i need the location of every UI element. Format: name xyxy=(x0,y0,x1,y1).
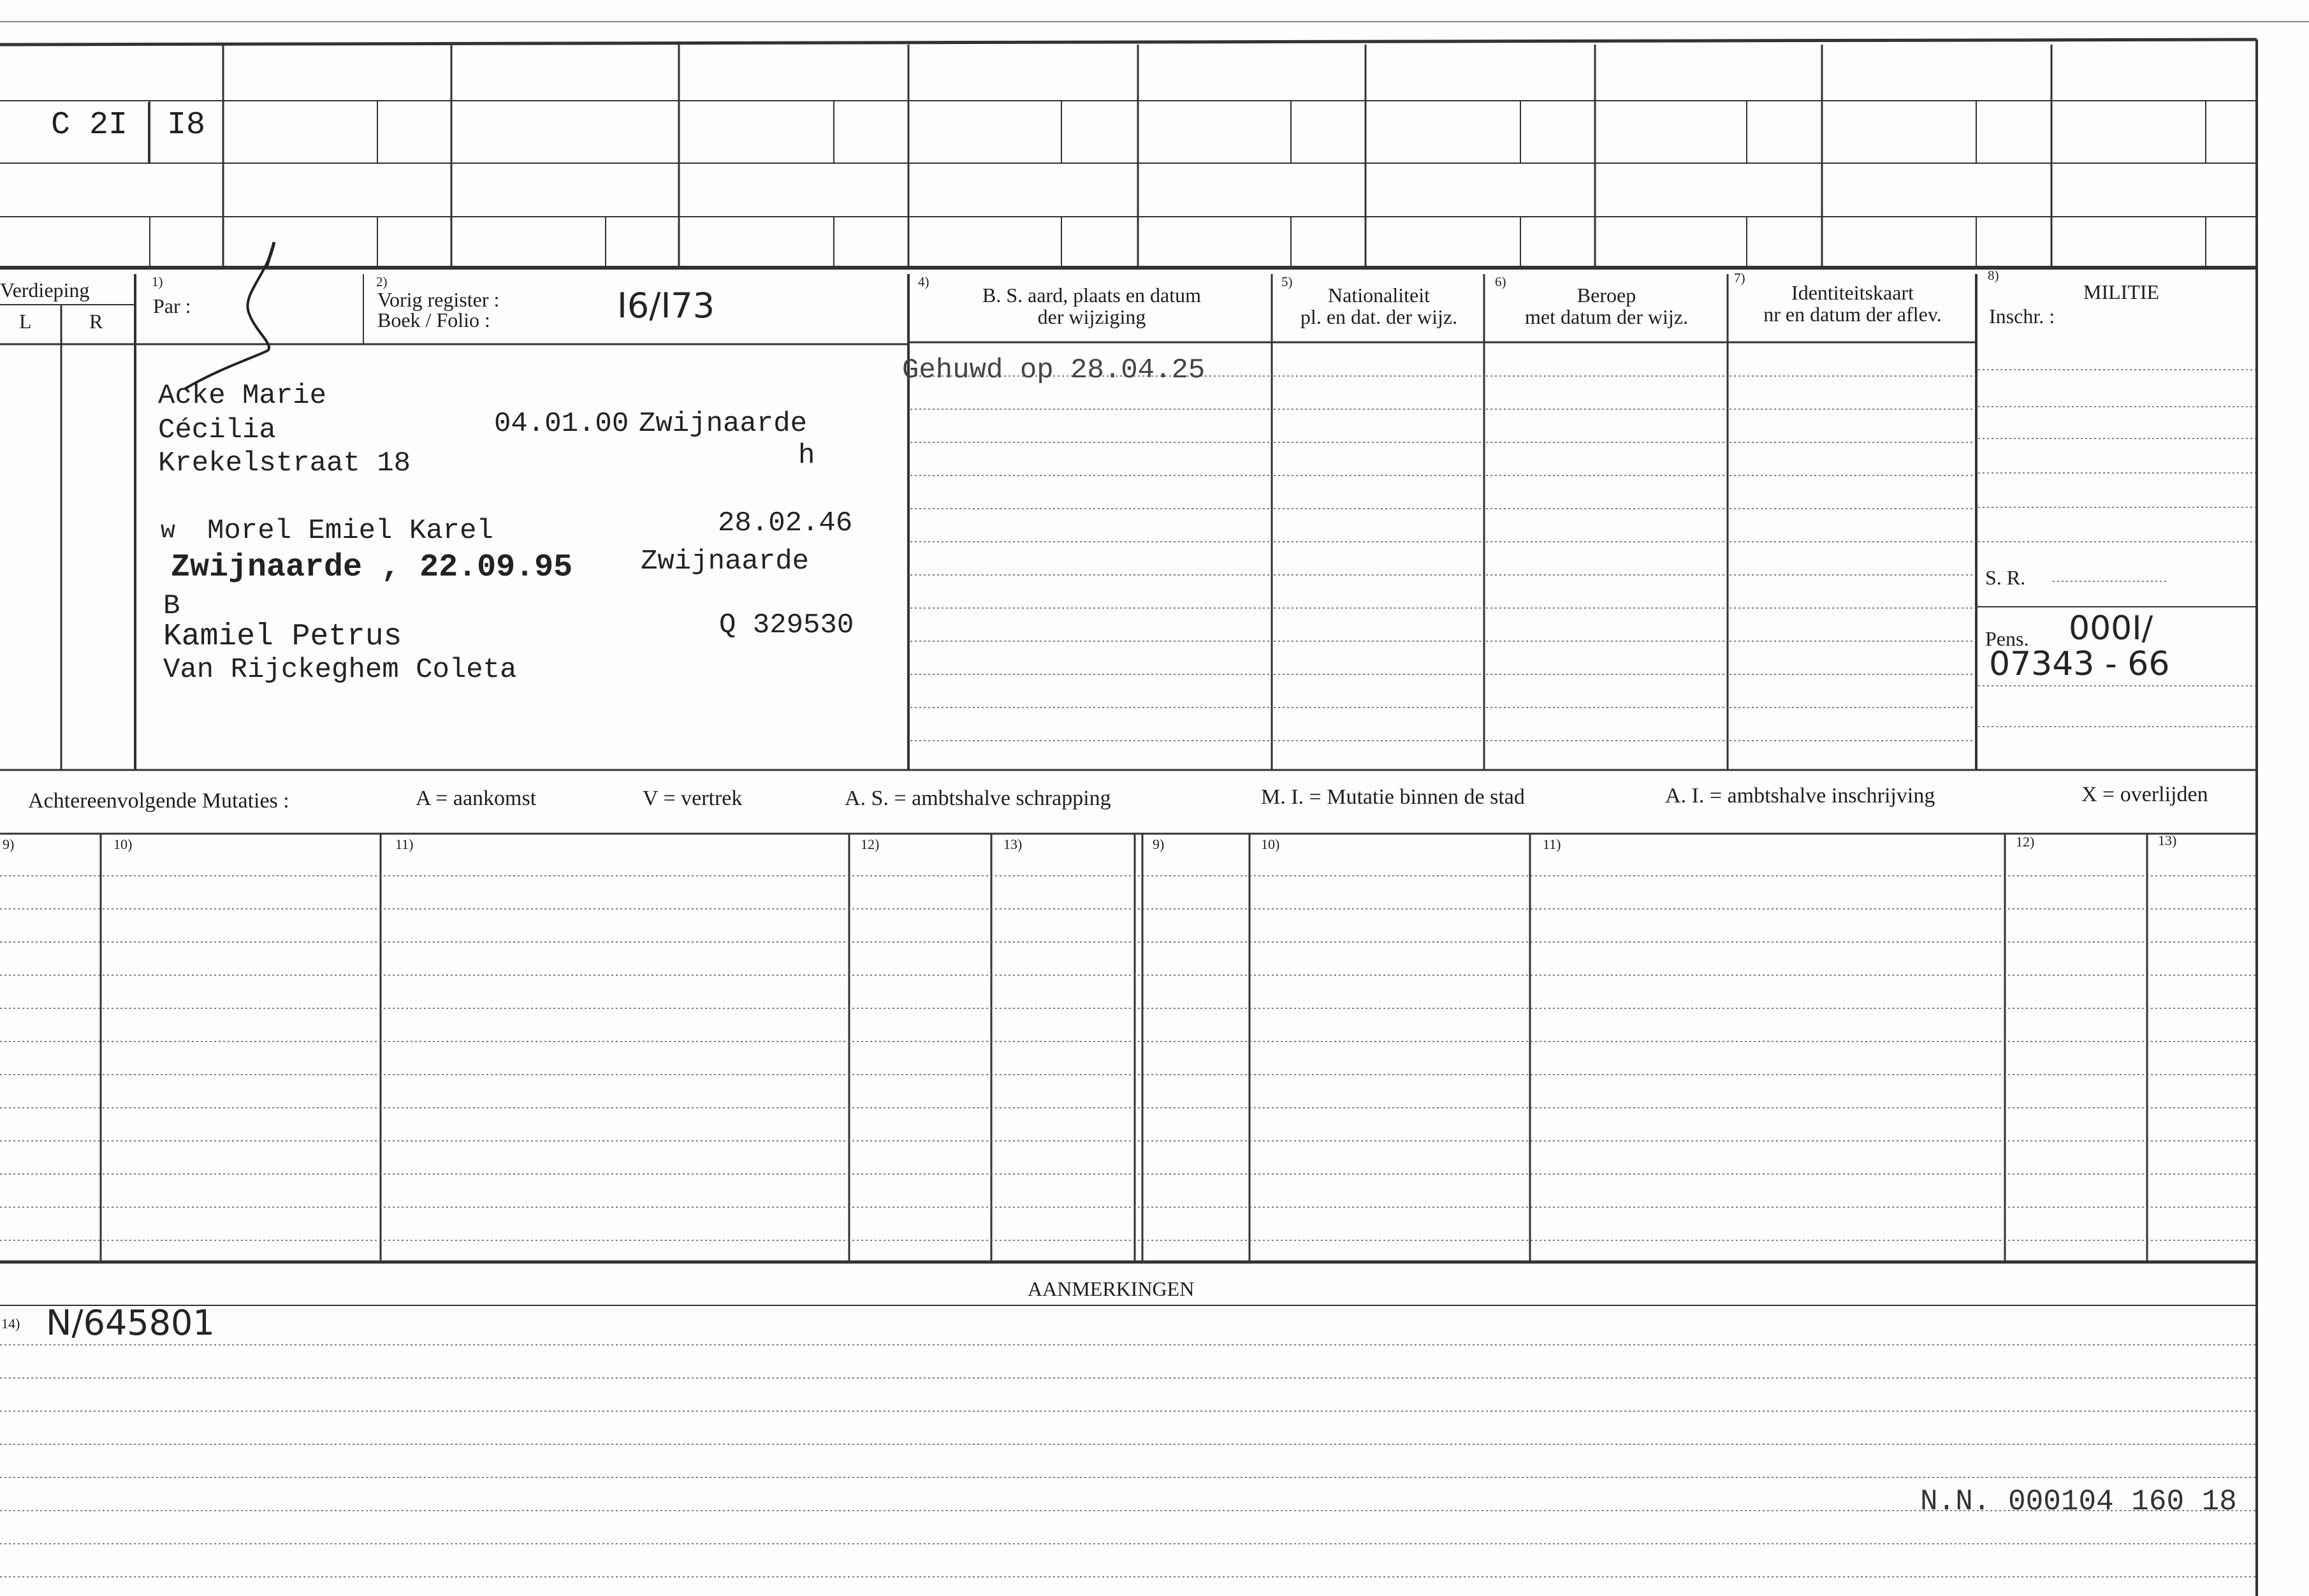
spouse-prefix: w xyxy=(161,518,175,545)
verdieping-l: L xyxy=(19,310,32,333)
field-number-6: 6) xyxy=(1495,274,1506,289)
identiteitskaart-header xyxy=(1729,282,1976,325)
field-number-14: 14) xyxy=(1,1316,20,1331)
aanmerkingen-title: AANMERKINGEN xyxy=(1028,1277,1195,1300)
field-number-4: 4) xyxy=(918,274,929,289)
aanmerkingen-entry: N/645801 xyxy=(46,1303,215,1343)
identiteitskaart-line2: nr en datum der aflev. xyxy=(1763,303,1942,326)
bs-header xyxy=(912,284,1272,328)
spouse-birth: Zwijnaarde , 22.09.95 xyxy=(171,549,573,586)
sr-label: S. R. xyxy=(1985,566,2026,589)
mut-right-10: 10) xyxy=(1261,836,1280,852)
militie-header: MILITIE xyxy=(2083,280,2160,303)
boek-folio-label: Boek / Folio : xyxy=(377,308,490,331)
spouse-place: Zwijnaarde xyxy=(641,546,810,577)
beroep-line2: met datum der wijz. xyxy=(1525,305,1688,328)
mut-left-10: 10) xyxy=(113,836,133,852)
field-number-8: 8) xyxy=(1988,268,1999,283)
verdieping-r: R xyxy=(89,310,103,333)
mutaties-a: A = aankomst xyxy=(416,787,537,810)
mother-name: Van Rijckeghem Coleta xyxy=(163,654,517,686)
beroep-line1: Beroep xyxy=(1577,284,1636,307)
inschr-label: Inschr. : xyxy=(1989,305,2055,328)
field-number-2: 2) xyxy=(376,274,388,289)
nn-number: N.N. 000104 160 18 xyxy=(1920,1485,2237,1518)
mutaties-as: A. S. = ambtshalve schrapping xyxy=(845,787,1111,810)
mutaties-ai: A. I. = ambtshalve inschrijving xyxy=(1665,784,1935,808)
mut-left-9: 9) xyxy=(3,836,15,852)
mut-left-11: 11) xyxy=(395,836,414,852)
pens-value-1: 000I/ xyxy=(2069,609,2153,648)
mut-left-12: 12) xyxy=(861,836,880,852)
mut-right-9: 9) xyxy=(1153,836,1165,852)
verdieping-header: Verdieping xyxy=(0,279,90,301)
code-right: I8 xyxy=(167,107,206,143)
pens-value-2: 07343 - 66 xyxy=(1989,645,2170,683)
person-name-1: Acke Marie xyxy=(158,380,327,412)
beroep-header xyxy=(1485,284,1728,328)
person-street: Krekelstraat 18 xyxy=(158,447,411,479)
bs-header-line2: der wijziging xyxy=(1037,305,1146,328)
mutaties-mi: M. I. = Mutatie binnen de stad xyxy=(1261,785,1525,809)
id-number: Q 329530 xyxy=(719,609,854,641)
mutaties-x: X = overlijden xyxy=(2081,783,2208,806)
person-mark-h: h xyxy=(798,440,815,472)
code-left: C 2I xyxy=(51,107,128,143)
spouse-name: Morel Emiel Karel xyxy=(207,515,493,547)
civil-status-entry: Gehuwd op 28.04.25 xyxy=(902,354,1205,386)
bs-header-line1: B. S. aard, plaats en datum xyxy=(982,284,1202,307)
person-birth-place: Zwijnaarde xyxy=(639,408,808,440)
person-birth-date: 04.01.00 xyxy=(494,408,629,440)
nationaliteit-line2: pl. en dat. der wijz. xyxy=(1300,305,1458,328)
mutaties-v: V = vertrek xyxy=(643,787,743,810)
father-name: Kamiel Petrus xyxy=(163,620,402,654)
person-name-2: Cécilia xyxy=(158,414,276,446)
spouse-date: 28.02.46 xyxy=(718,507,853,539)
field-number-7: 7) xyxy=(1734,270,1745,286)
mutaties-title: Achtereenvolgende Mutaties : xyxy=(28,789,289,813)
par-handwritten-stroke xyxy=(178,236,293,395)
mut-right-12: 12) xyxy=(2016,834,2035,850)
nationaliteit-line1: Nationaliteit xyxy=(1328,284,1430,307)
mut-right-11: 11) xyxy=(1543,836,1561,852)
identiteitskaart-line1: Identiteitskaart xyxy=(1791,281,1914,304)
vorig-register-label: Vorig register : xyxy=(377,288,500,311)
mut-left-13: 13) xyxy=(1003,836,1023,852)
nationaliteit-header xyxy=(1274,284,1484,328)
mut-right-13: 13) xyxy=(2158,832,2177,848)
pens-label: Pens. xyxy=(1985,627,2029,650)
par-label: Par : xyxy=(153,294,191,317)
boek-folio-value: I6/I73 xyxy=(617,286,715,326)
field-number-5: 5) xyxy=(1281,274,1293,289)
code-divider xyxy=(148,102,150,163)
field-number-1: 1) xyxy=(152,274,163,289)
mark-b: B xyxy=(163,590,180,622)
